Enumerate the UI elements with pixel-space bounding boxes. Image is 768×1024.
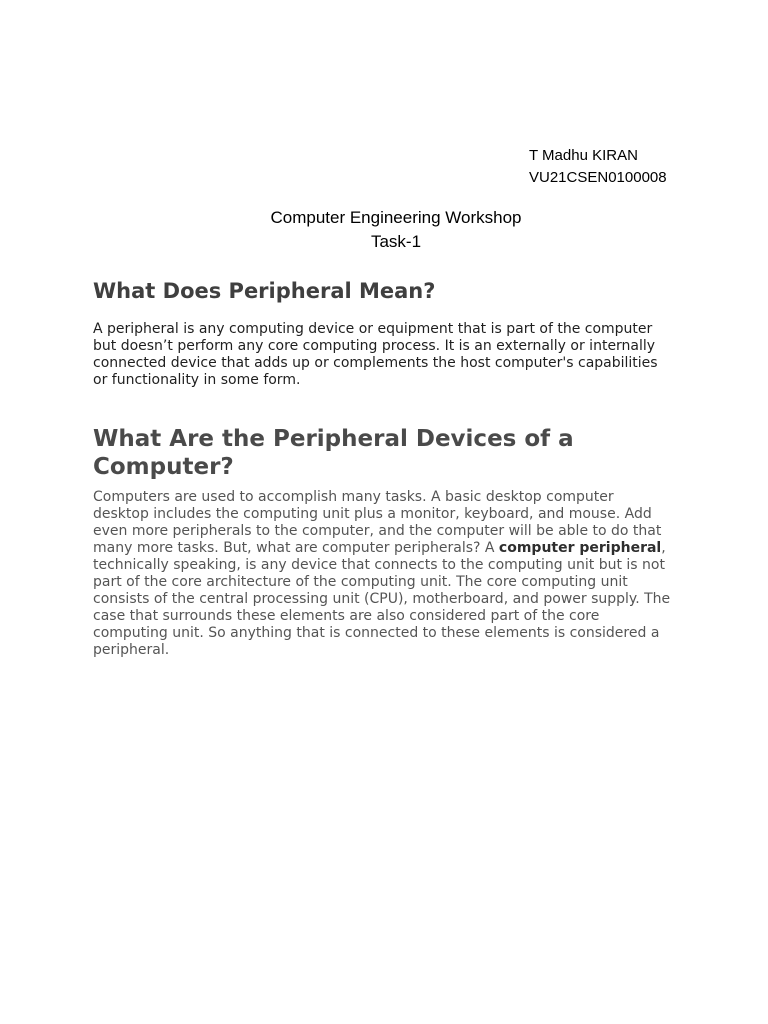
section-2-heading: What Are the Peripheral Devices of a Computer? [93,426,574,480]
section-2-text-before: Computers are used to accomplish many tasks. A basic desktop computer desktop includes the computing unit plus a monitor, keyboard, and mouse. Add even more peripherals to the computer, and the computer will be able to do that many more tasks. But, what are computer peripherals? A [93,489,662,556]
section-2-paragraph [93,489,673,659]
document-content [93,277,673,659]
author-name: T Madhu KIRAN [529,147,638,164]
section-2-bold-term: computer peripheral [498,540,662,556]
section-1-paragraph: A peripheral is any computing device or equipment that is part of the computer but doesn’t perform any core computing process. It is an externally or internally connected device that adds up or complements the host computer's capabilities or functionality in some form. [93,321,658,388]
title-line-2: Task-1 [370,232,422,251]
section-1-heading: What Does Peripheral Mean? [93,279,436,303]
section-2-text-after: , technically speaking, is any device that connects to the computing unit but is not part of the core architecture of the computing unit. The core computing unit consists of the central processing unit (CPU), motherboard, and power supply. The case that surrounds these elements are also considered part of the core computing unit. So anything that is connected to these elements is considered a peripheral. [93,540,671,658]
title-line-1: Computer Engineering Workshop [270,208,522,227]
author-block [529,145,667,189]
document-title [0,206,768,254]
author-id: VU21CSEN0100008 [529,169,667,186]
